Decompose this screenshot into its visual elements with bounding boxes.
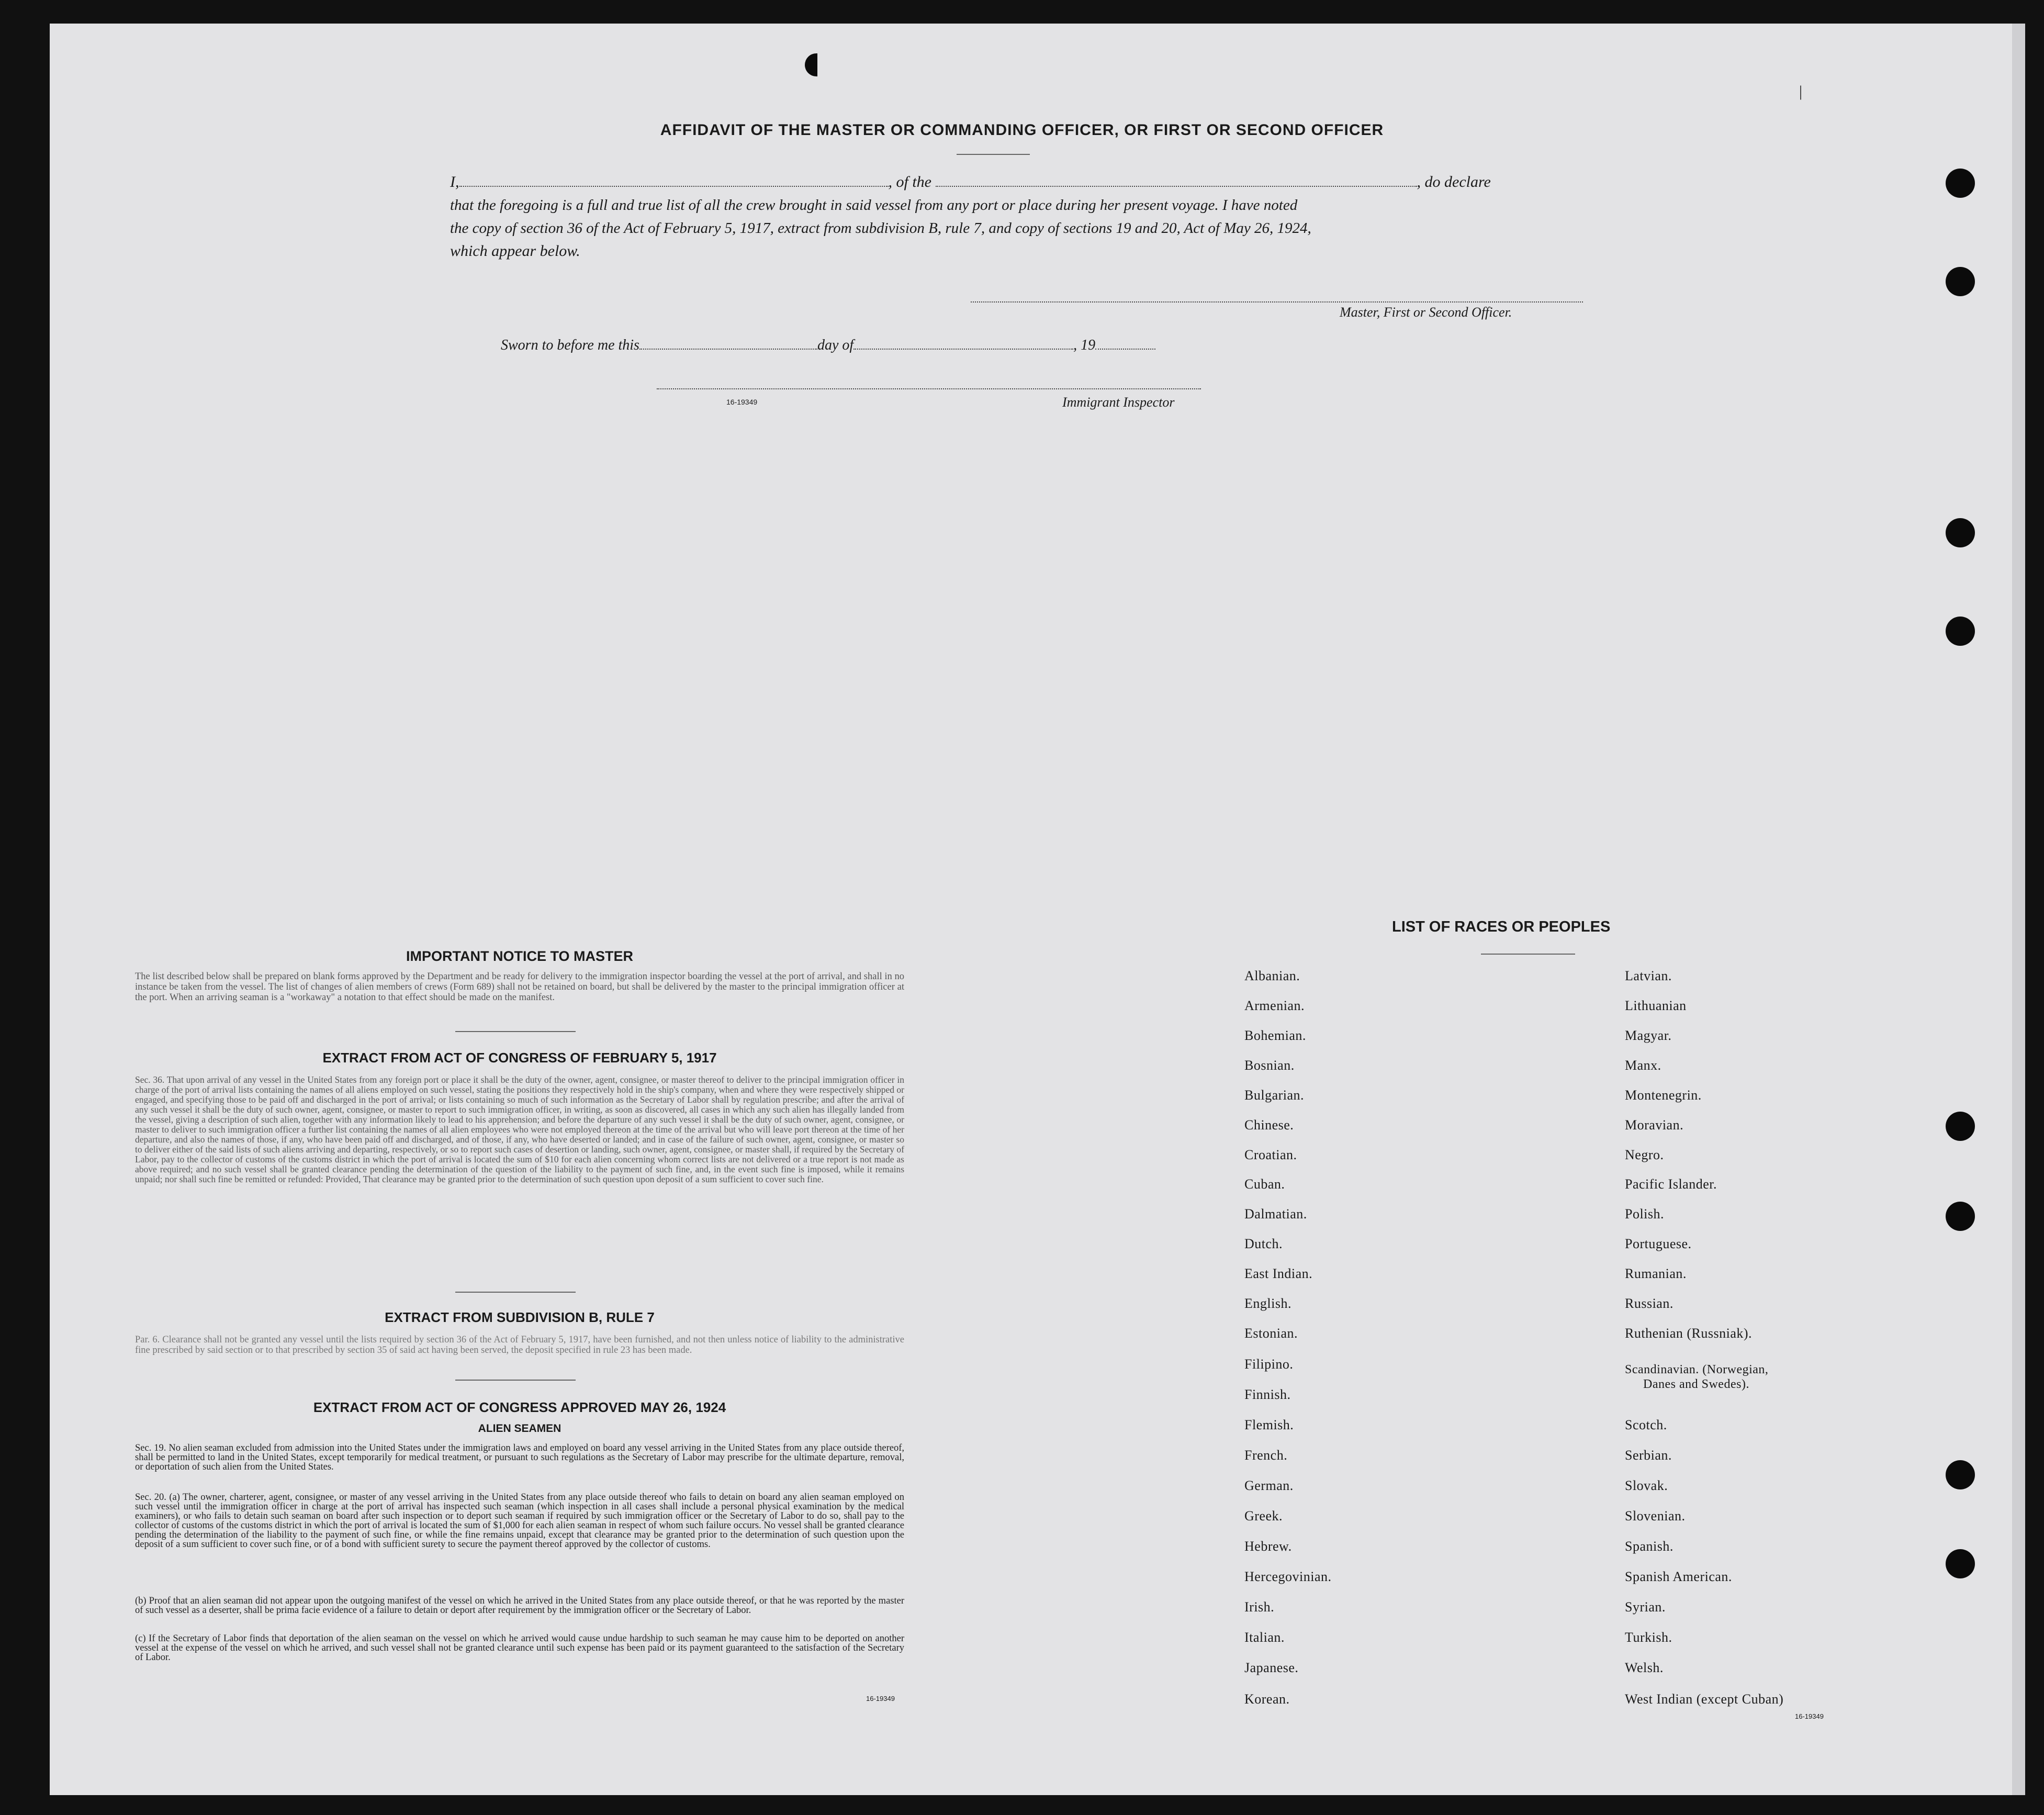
affidavit-line-1 <box>450 171 1580 194</box>
alien-seamen-subtitle: ALIEN SEAMEN <box>478 1422 561 1435</box>
race-item: Magyar. <box>1625 1028 1672 1043</box>
races-title-underline <box>1481 954 1575 955</box>
race-item: Lithuanian <box>1625 998 1687 1013</box>
punch-hole <box>1946 617 1975 646</box>
race-item: East Indian. <box>1244 1266 1313 1281</box>
sheet-edge <box>2012 24 2025 1795</box>
race-item: Dalmatian. <box>1244 1206 1307 1222</box>
title-underline <box>957 154 1030 155</box>
rule-7-title: EXTRACT FROM SUBDIVISION B, RULE 7 <box>385 1309 655 1325</box>
race-item: Hebrew. <box>1244 1539 1292 1554</box>
race-item: Greek. <box>1244 1508 1283 1523</box>
race-item: Bohemian. <box>1244 1028 1306 1043</box>
race-item: Syrian. <box>1625 1599 1666 1615</box>
rule-7-body: Par. 6. Clearance shall not be granted any vessel until the lists required by section 36 of the Act of February 5, 1917, have been furnished, and not then unless notice of liability to the administrative fine prescribed by said section or to that prescribed by section 35 of said act having been served, the deposit specified in rule 23 has been made. <box>135 1335 904 1355</box>
signature-caption: Master, First or Second Officer. <box>1340 305 1512 320</box>
race-item: Hercegovinian. <box>1244 1569 1332 1584</box>
affidavit-line-4: which appear below. <box>450 242 580 260</box>
race-item: Manx. <box>1625 1058 1661 1073</box>
notice-title: IMPORTANT NOTICE TO MASTER <box>406 948 633 964</box>
affidavit-line-3: the copy of section 36 of the Act of February 5, 1917, extract from subdivision B, rule 7, and copy of sections 19 and 20, Act of May 26, 1924, <box>450 220 1311 237</box>
race-item: German. <box>1244 1478 1294 1493</box>
races-title: LIST OF RACES OR PEOPLES <box>1392 918 1611 935</box>
punch-hole <box>1946 1549 1975 1578</box>
punch-hole <box>1946 1202 1975 1231</box>
race-item: Irish. <box>1244 1599 1275 1615</box>
sec-20b-text: (b) Proof that an alien seaman did not appear upon the outgoing manifest of the vessel on which he arrived in the United States from any place outside thereof, or that he was reported by the master of such vessel as a deserter, shall be prima facie evidence of a failure to detain or deport after requirement by the immigration officer or the Secretary of Labor. <box>135 1596 904 1616</box>
race-item: Albanian. <box>1244 968 1300 983</box>
race-item: Scandinavian. (Norwegian, <box>1625 1363 1769 1376</box>
sec-20c-text: (c) If the Secretary of Labor finds that deportation of the alien seaman on the vessel on which he arrived would cause undue hardship to such seaman he may cause him to be deported on another vessel at the expense of the vessel on which he arrived, and such vessel shall not be granted clearance until such expense has been paid or its payment guaranteed to the satisfaction of the Secretary of Labor. <box>135 1633 904 1663</box>
affidavit-line-2: that the foregoing is a full and true list of all the crew brought in said vessel from any port or place during her present voyage. I have noted <box>450 197 1298 214</box>
affidavit-title: AFFIDAVIT OF THE MASTER OR COMMANDING OFFICER, OR FIRST OR SECOND OFFICER <box>660 121 1384 139</box>
race-item: Montenegrin. <box>1625 1088 1702 1103</box>
race-item: Rumanian. <box>1625 1266 1687 1281</box>
race-item: Slovenian. <box>1625 1508 1686 1523</box>
race-item: Serbian. <box>1625 1448 1672 1463</box>
race-item: Filipino. <box>1244 1357 1294 1372</box>
race-item: Danes and Swedes). <box>1643 1377 1749 1391</box>
sworn-day-blank <box>639 336 817 350</box>
day-of-text: day of <box>817 337 854 353</box>
race-item: Italian. <box>1244 1630 1285 1645</box>
sworn-line <box>501 334 1286 357</box>
race-item: Ruthenian (Russniak). <box>1625 1326 1753 1341</box>
sec-19-text: Sec. 19. No alien seaman excluded from admission into the United States under the immigration laws and employed on board any vessel arriving in the United States from any place outside thereof, shall be permitted to land in the United States, except temporarily for medical treatment, or pursuant to such regulations as the Secretary of Labor may prescribe for the ultimate departure, removal, or deportation of such alien from the United States. <box>135 1443 904 1472</box>
punch-hole <box>1946 1460 1975 1489</box>
race-item: Moravian. <box>1625 1117 1684 1133</box>
race-item: Flemish. <box>1244 1417 1294 1432</box>
race-item: Croatian. <box>1244 1147 1297 1162</box>
race-item: Estonian. <box>1244 1326 1298 1341</box>
name-blank <box>459 173 889 187</box>
race-item: Negro. <box>1625 1147 1664 1162</box>
vessel-blank <box>936 173 1417 187</box>
race-item: Bulgarian. <box>1244 1088 1305 1103</box>
affidavit-form-number: 16-19349 <box>726 398 758 406</box>
affidavit-declare: , do declare <box>1417 173 1491 191</box>
sworn-month-blank <box>853 336 1073 350</box>
page-mark: | <box>1799 83 1803 100</box>
race-item: Welsh. <box>1625 1660 1664 1675</box>
punch-hole <box>1946 267 1975 296</box>
race-item: West Indian (except Cuban) <box>1625 1691 1784 1707</box>
race-item: Dutch. <box>1244 1236 1283 1251</box>
section-divider <box>455 1031 576 1032</box>
extract-form-number: 16-19349 <box>866 1695 895 1702</box>
race-item: Scotch. <box>1625 1417 1667 1432</box>
inspector-line <box>657 388 1201 389</box>
affidavit-of-the: , of the <box>888 173 931 191</box>
affidavit-i: I, <box>450 173 459 191</box>
race-item: Armenian. <box>1244 998 1305 1013</box>
race-item: Chinese. <box>1244 1117 1294 1133</box>
inspector-caption: Immigrant Inspector <box>1062 395 1175 410</box>
year-text: , 19 <box>1073 337 1096 353</box>
extract-1917-body: Sec. 36. That upon arrival of any vessel in the United States from any foreign port or place it shall be the duty of the owner, agent, consignee, or master thereof to deliver to the principal immigration officer in charge of the port of arrival lists containing the names of all aliens employed on such vessel, stating the positions they respectively hold in the ship's company, when and where they were respectively shipped or engaged, and specifying those to be paid off and discharged in the port of arrival; or lists containing so much of such information as the Secretary of Labor shall by regulation prescribe; and after the arrival of any such vessel it shall be the duty of such owner, agent, consignee, or master to report to such immigration officer, in writing, as soon as discovered, all cases in which any such alien has illegally landed from the vessel, giving a description of such alien, together with any information likely to lead to his apprehension; and before the departure of any such vessel it shall be the duty of such owner, agent, consignee, or master to deliver to such immigration officer a further list containing the names of all alien employees who were not employed thereon at the time of the arrival but who will leave port thereon at the time of her departure, and also the names of those, if any, who have been paid off and discharged, and of those, if any, who have deserted or landed; and in case of the failure of such owner, agent, consignee, or master so to deliver either of the said lists of such aliens arriving and departing, respectively, or so to report such cases of desertion or landing, such owner, agent, consignee, or master shall, if required by the Secretary of Labor, pay to the collector of customs of the customs district in which the port of arrival is located the sum of $10 for each alien concerning whom correct lists are not delivered or a true report is not made as above required; and no such vessel shall be granted clearance pending the determination of the question of the liability to the payment of such fine, and, in the event such fine is imposed, while it remains unpaid; nor shall such fine be remitted or refunded: Provided, That clearance may be granted prior to the determination of such question upon deposit of a sum sufficient to cover such fine. <box>135 1074 904 1184</box>
race-item: Cuban. <box>1244 1177 1285 1192</box>
punch-hole <box>1946 169 1975 198</box>
race-item: Finnish. <box>1244 1387 1291 1402</box>
notice-body: The list described below shall be prepared on blank forms approved by the Department and be ready for delivery to the immigration inspector boarding the vessel at the port of arrival, and shall in no instance be taken from the vessel. The list of changes of alien members of crews (Form 689) shall not be retained on board, but shall be delivered by the master to the principal immigration officer at the port. When an arriving seaman is a "workaway" a notation to that effect should be made on the manifest. <box>135 971 904 1003</box>
sworn-text: Sworn to before me this <box>501 337 639 353</box>
punch-hole <box>1946 518 1975 547</box>
sec-20a-text: Sec. 20. (a) The owner, charterer, agent, consignee, or master of any vessel arriving in the United States from any place outside thereof who fails to detain on board any alien seaman employed on such vessel until the immigration officer in charge at the port of arrival has inspected such seaman (which inspection in all cases shall include a personal physical examination by the medical examiners), or who fails to detain such seaman on board after such inspection or to deport such seaman if required by such immigration officer or the Secretary of Labor to do so, shall pay to the collector of customs of the customs district in which the port of arrival is located the sum of $1,000 for each alien seaman in respect of whom such failure occurs. No vessel shall be granted clearance pending the determination of the liability to the payment of such fine, or while the fine remains unpaid, except that clearance may be granted prior to the determination of such question upon the deposit of a sum sufficient to cover such fine, or of a bond with sufficient surety to secure the payment thereof approved by the collector of customs. <box>135 1492 904 1550</box>
punch-hole <box>1946 1112 1975 1141</box>
race-item: Portuguese. <box>1625 1236 1692 1251</box>
race-item: Korean. <box>1244 1691 1290 1707</box>
race-item: Slovak. <box>1625 1478 1668 1493</box>
race-item: Spanish. <box>1625 1539 1674 1554</box>
race-item: Spanish American. <box>1625 1569 1732 1584</box>
extract-1917-title: EXTRACT FROM ACT OF CONGRESS OF FEBRUARY 5, 1917 <box>322 1050 717 1066</box>
race-item: English. <box>1244 1296 1291 1311</box>
extract-1924-title: EXTRACT FROM ACT OF CONGRESS APPROVED MAY 26, 1924 <box>313 1399 726 1415</box>
signature-line <box>971 301 1583 302</box>
section-divider <box>455 1380 576 1381</box>
race-item: Russian. <box>1625 1296 1674 1311</box>
race-item: Pacific Islander. <box>1625 1177 1717 1192</box>
race-item: Latvian. <box>1625 968 1672 983</box>
race-item: Bosnian. <box>1244 1058 1295 1073</box>
race-item: Turkish. <box>1625 1630 1672 1645</box>
race-item: Japanese. <box>1244 1660 1299 1675</box>
race-item: French. <box>1244 1448 1288 1463</box>
section-divider <box>455 1292 576 1293</box>
race-item: Polish. <box>1625 1206 1665 1222</box>
races-form-number: 16-19349 <box>1795 1712 1824 1720</box>
year-blank <box>1095 336 1155 350</box>
